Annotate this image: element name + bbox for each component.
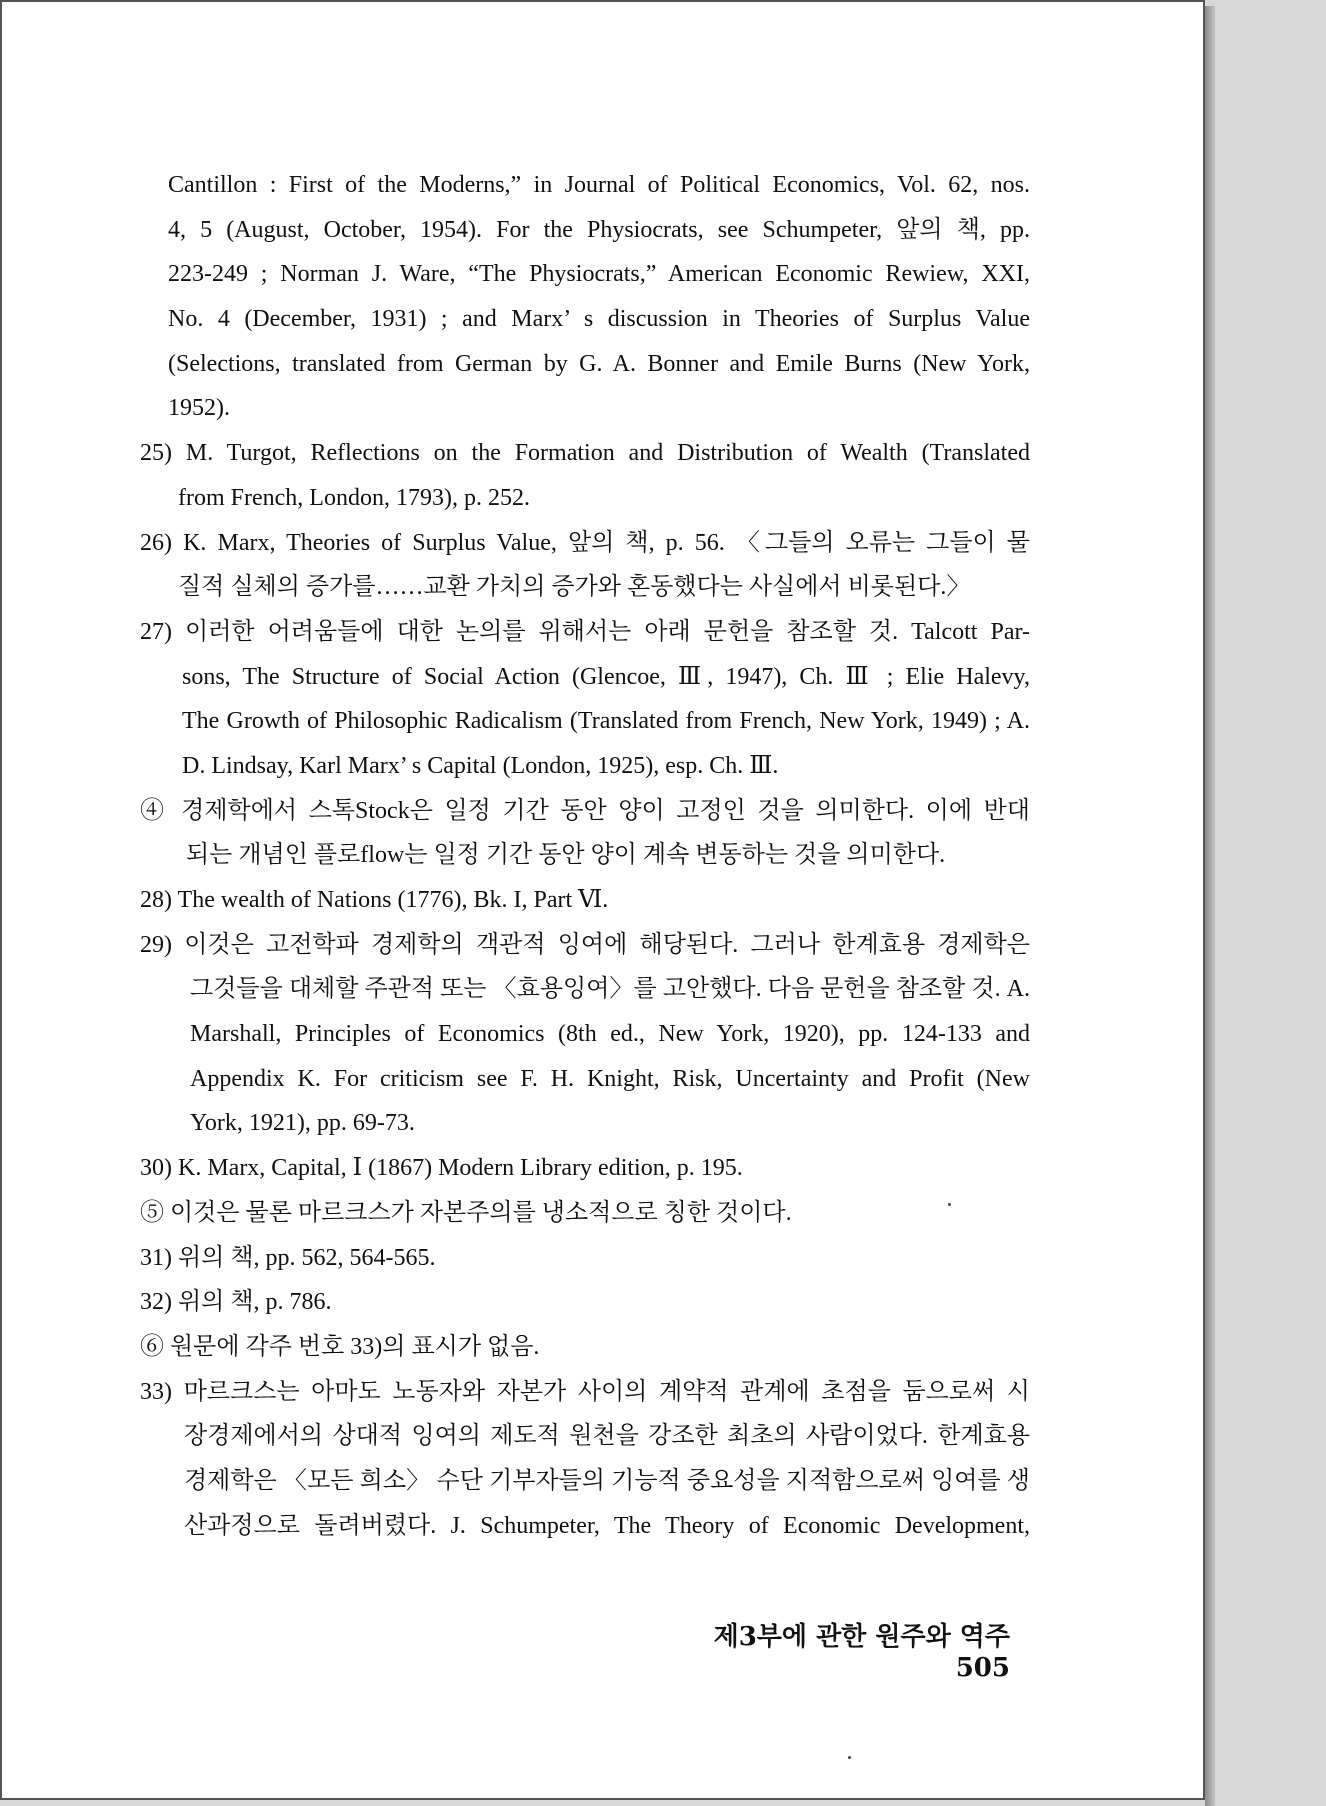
note-26: 26) K. Marx, Theories of Surplus Value, 앞의 책, p. 56. 〈그들의 오류는 그들이 물 [140,529,1030,556]
page-edge-shadow [1205,6,1215,1806]
note-25: 25) M. Turgot, Reflections on the Formation and Distribution of Wealth (Translated [140,440,1030,467]
text-line: 경제학은 〈모든 희소〉 수단 기부자들의 기능적 중요성을 지적함으로써 잉여를 생 [184,1467,1030,1494]
speck-mark [948,1203,951,1206]
speck-mark [848,1756,851,1759]
text-line: D. Lindsay, Karl Marx’ s Capital (London, 1925), esp. Ch. Ⅲ. [182,752,779,779]
text-line: The Growth of Philosophic Radicalism (Translated from French, New York, 1949) ; A. [182,708,1030,735]
note-32: 32) 위의 책, p. 786. [140,1289,332,1316]
translator-note-6: ⑥ 원문에 각주 번호 33)의 표시가 없음. [140,1333,540,1360]
translator-note-4: ④ 경제학에서 스톡Stock은 일정 기간 동안 양이 고정인 것을 의미한다. 이에 반대 [140,797,1030,824]
text-line: 장경제에서의 상대적 잉여의 제도적 원천을 강조한 최초의 사람이었다. 한계효용 [184,1423,1030,1450]
text-line: Appendix K. For criticism see F. H. Knight, Risk, Uncertainty and Profit (New [190,1065,1030,1092]
text-line: Marshall, Principles of Economics (8th ed., New York, 1920), pp. 124-133 and [190,1021,1030,1048]
page-footer: 제3부에 관한 원주와 역주 505 [713,1622,1010,1683]
text-line: 223-249 ; Norman J. Ware, “The Physiocrats,” American Economic Rewiew, XXI, [168,261,1030,288]
text-line: 1952). [168,395,230,422]
note-30: 30) K. Marx, Capital, Ⅰ (1867) Modern Library edition, p. 195. [140,1155,743,1182]
note-31: 31) 위의 책, pp. 562, 564-565. [140,1244,436,1271]
text-line: York, 1921), pp. 69-73. [190,1110,415,1137]
text-line: 그것들을 대체할 주관적 또는 〈효용잉여〉를 고안했다. 다음 문헌을 참조할 것. A. [190,976,1030,1003]
text-line: 질적 실체의 증가를……교환 가치의 증가와 혼동했다는 사실에서 비롯된다.〉 [178,574,971,601]
text-line: 산과정으로 돌려버렸다. J. Schumpeter, The Theory of Economic Development, [184,1512,1030,1539]
endnotes-body [140,163,1030,1548]
text-line: (Selections, translated from German by G. A. Bonner and Emile Burns (New York, [168,350,1030,377]
translator-note-5: ⑤ 이것은 물론 마르크스가 자본주의를 냉소적으로 칭한 것이다. [140,1199,792,1226]
text-line: sons, The Structure of Social Action (Glencoe, Ⅲ, 1947), Ch. Ⅲ ; Elie Halevy, [182,663,1030,690]
text-line: Cantillon : First of the Moderns,” in Journal of Political Economics, Vol. 62, nos. [168,172,1030,198]
text-line: 4, 5 (August, October, 1954). For the Physiocrats, see Schumpeter, 앞의 책, pp. [168,216,1030,243]
note-28: 28) The wealth of Nations (1776), Bk. I, Part Ⅵ. [140,887,609,913]
text-line: No. 4 (December, 1931) ; and Marx’ s discussion in Theories of Surplus Value [168,306,1030,333]
note-33: 33) 마르크스는 아마도 노동자와 자본가 사이의 계약적 관계에 초점을 둠으로써 시 [140,1378,1030,1405]
note-29: 29) 이것은 고전학파 경제학의 객관적 잉여에 해당된다. 그러나 한계효용 경제학은 [140,931,1030,958]
text-line: from French, London, 1793), p. 252. [178,484,530,511]
text-line: 되는 개념인 플로flow는 일정 기간 동안 양이 계속 변동하는 것을 의미한다. [186,842,946,869]
note-27: 27) 이러한 어려움들에 대한 논의를 위해서는 아래 문헌을 참조할 것. Talcott Par- [140,618,1030,645]
